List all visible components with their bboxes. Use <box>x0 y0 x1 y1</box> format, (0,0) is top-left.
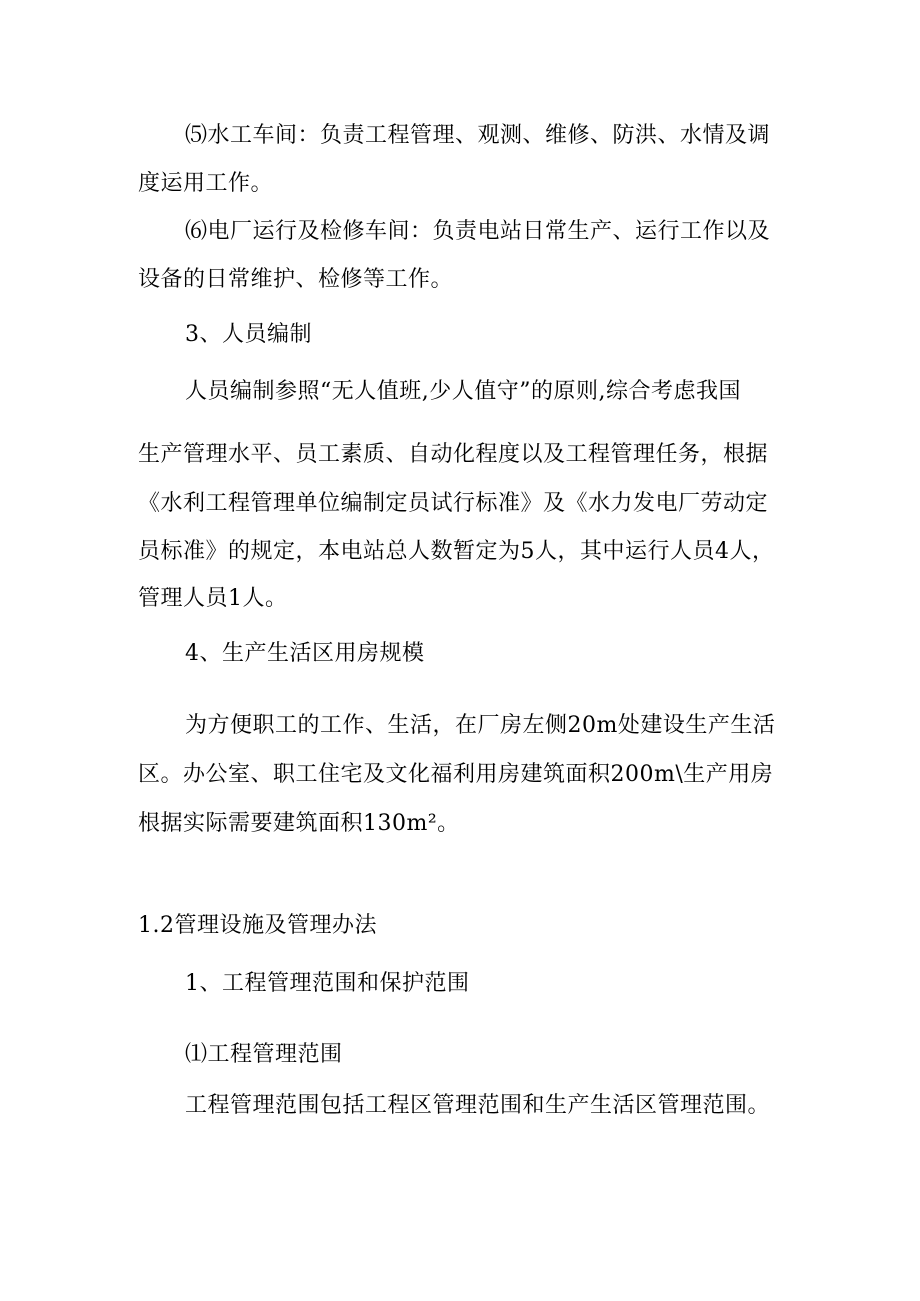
staffing-line-4: 员标准》的规定，本电站总人数暂定为5人，其中运行人员4人， <box>138 539 775 564</box>
housing-line-1: 为方便职工的工作、生活，在厂房左侧20m处建设生产生活 <box>185 713 776 738</box>
paragraph-5-line-1: ⑸水工车间：负责工程管理、观测、维修、防洪、水情及调 <box>185 123 771 148</box>
staffing-line-3: 《水利工程管理单位编制定员试行标准》及《水力发电厂劳动定 <box>138 491 769 516</box>
heading-scope: 1、工程管理范围和保护范围 <box>185 971 470 996</box>
paragraph-6-line-1: ⑹电厂运行及检修车间：负责电站日常生产、运行工作以及 <box>185 219 771 244</box>
subheading-management-scope: ⑴工程管理范围 <box>185 1042 343 1067</box>
staffing-line-5: 管理人员1人。 <box>138 586 288 611</box>
section-heading-1-2: 1.2管理设施及管理办法 <box>138 913 377 938</box>
staffing-line-1: 人员编制参照“无人值班,少人值守”的原则,综合考虑我国 <box>185 379 741 404</box>
staffing-line-2: 生产管理水平、员工素质、自动化程度以及工程管理任务，根据 <box>138 442 769 467</box>
paragraph-6-line-2: 设备的日常维护、检修等工作。 <box>138 267 454 292</box>
scope-text: 工程管理范围包括工程区管理范围和生产生活区管理范围。 <box>185 1093 771 1118</box>
heading-housing: 4、生产生活区用房规模 <box>185 641 425 666</box>
heading-staffing: 3、人员编制 <box>185 322 312 347</box>
paragraph-5-line-2: 度运用工作。 <box>138 171 274 196</box>
housing-line-3: 根据实际需要建筑面积130m²。 <box>138 811 460 836</box>
housing-line-2: 区。办公室、职工住宅及文化福利用房建筑面积200m\生产用房 <box>138 762 774 787</box>
